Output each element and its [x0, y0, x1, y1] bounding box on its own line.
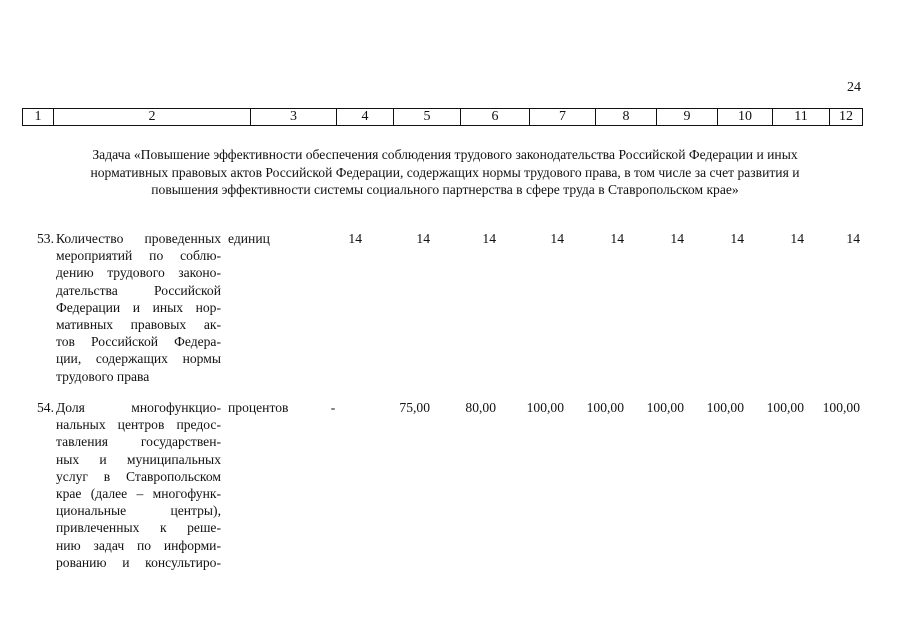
indicator-name-line: тов Российской Федера- — [56, 334, 221, 350]
value-col-12: 100,00 — [822, 400, 860, 415]
value-col-11: 100,00 — [766, 400, 804, 415]
header-col-2: 2 — [54, 109, 251, 126]
value-col-9: 14 — [670, 231, 684, 246]
indicator-name-line: дению трудового законо- — [56, 265, 221, 281]
indicator-name — [56, 399, 221, 571]
header-col-11: 11 — [773, 109, 830, 126]
value-col-8: 14 — [610, 231, 624, 246]
header-col-8: 8 — [596, 109, 657, 126]
header-col-4: 4 — [337, 109, 394, 126]
indicator-name-line: нальных центров предос- — [56, 417, 221, 433]
indicator-name-line: нию задач по информи- — [56, 537, 221, 553]
value-col-4: 14 — [348, 231, 362, 246]
indicator-name-line: трудового права — [56, 368, 150, 384]
indicator-name-line: циональные центры), — [56, 503, 221, 519]
header-col-3: 3 — [251, 109, 337, 126]
value-col-11: 14 — [790, 231, 804, 246]
indicator-name — [56, 230, 221, 385]
value-col-6: 80,00 — [465, 400, 496, 415]
unit: процентов — [228, 400, 289, 415]
indicator-name-line: услуг в Ставропольском — [56, 468, 221, 484]
value-col-7: 14 — [550, 231, 564, 246]
indicator-name-line: привлеченных к реше- — [56, 520, 221, 536]
value-col-9: 100,00 — [646, 400, 684, 415]
indicator-name-line: рованию и консультиро- — [56, 554, 221, 570]
value-col-4: - — [330, 400, 336, 415]
header-col-10: 10 — [718, 109, 773, 126]
indicator-name-line: ции, содержащих нормы — [56, 351, 221, 367]
value-col-12: 14 — [846, 231, 860, 246]
indicator-name-line: дательства Российской — [56, 282, 221, 298]
unit: единиц — [228, 231, 270, 246]
indicator-name-line: ных и муниципальных — [56, 451, 221, 467]
header-col-6: 6 — [461, 109, 530, 126]
indicator-name-line: Количество проведенных — [56, 231, 221, 246]
value-col-5: 14 — [416, 231, 430, 246]
indicator-name-line: Доля многофункцио- — [56, 400, 221, 415]
row-number: 53. — [37, 231, 54, 246]
task-title-line: повышения эффективности системы социального партнерства в сфере труда в Ставропольском крае» — [151, 182, 739, 197]
header-col-5: 5 — [394, 109, 461, 126]
header-col-7: 7 — [530, 109, 596, 126]
value-col-10: 100,00 — [706, 400, 744, 415]
task-title-line: нормативных правовых актов Российской Федерации, содержащих нормы трудового права, в том числе за счет развития и — [90, 164, 800, 180]
task-title-line: Задача «Повышение эффективности обеспечения соблюдения трудового законодательства Российской Федерации и иных — [92, 147, 798, 162]
indicator-name-line: Федерации и иных нор- — [56, 299, 221, 315]
value-col-8: 100,00 — [586, 400, 624, 415]
value-col-10: 14 — [730, 231, 744, 246]
header-col-1: 1 — [23, 109, 54, 126]
task-title — [30, 146, 860, 199]
page-number: 24 — [847, 80, 861, 95]
header-col-9: 9 — [657, 109, 718, 126]
indicator-name-line: тавления государствен- — [56, 434, 221, 450]
indicator-name-line: мативных правовых ак- — [56, 317, 221, 333]
value-col-7: 100,00 — [526, 400, 564, 415]
column-number-header — [22, 108, 863, 126]
row-number: 54. — [37, 400, 54, 415]
value-col-6: 14 — [482, 231, 496, 246]
value-col-5: 75,00 — [399, 400, 430, 415]
header-col-12: 12 — [830, 109, 863, 126]
indicator-name-line: мероприятий по соблю- — [56, 248, 221, 264]
indicator-name-line: крае (далее – многофунк- — [56, 486, 221, 502]
